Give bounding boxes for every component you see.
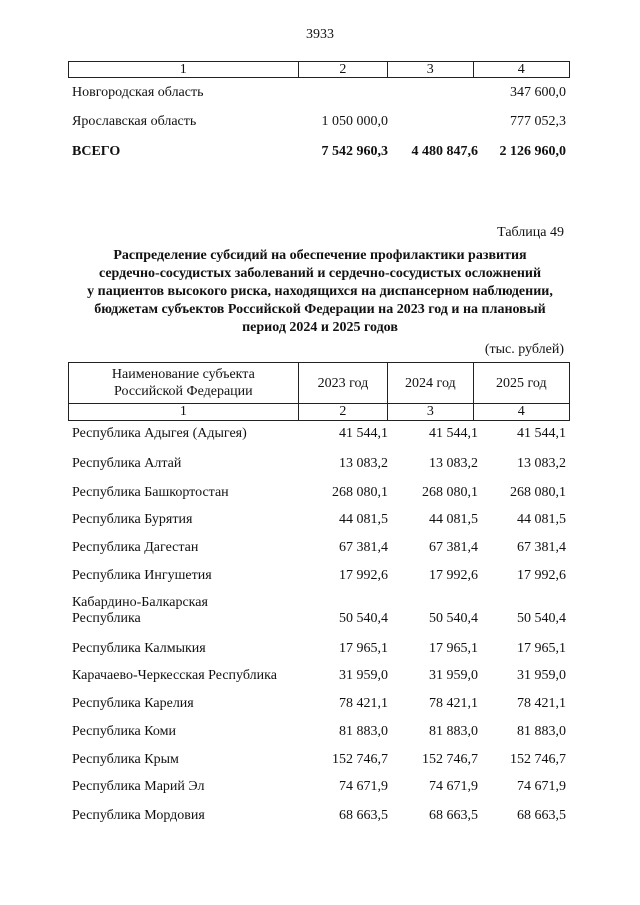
table-row bbox=[68, 456, 570, 474]
header-region-line1: Наименование субъекта bbox=[111, 367, 255, 382]
value-2024: 31 959,0 bbox=[429, 668, 478, 683]
value-2024: 17 992,6 bbox=[429, 568, 478, 583]
value-2024: 50 540,4 bbox=[429, 611, 478, 626]
value-2023: 44 081,5 bbox=[339, 512, 388, 527]
header-2025: 2025 год bbox=[473, 363, 569, 404]
table-row bbox=[68, 808, 570, 826]
title-line: бюджетам субъектов Российской Федерации на 2023 год и на плановый bbox=[94, 302, 546, 317]
header-region-line2: Российской Федерации bbox=[114, 384, 253, 399]
table-row bbox=[68, 512, 570, 530]
value-2023: 67 381,4 bbox=[339, 540, 388, 555]
value-2023: 41 544,1 bbox=[339, 426, 388, 441]
total-row bbox=[68, 144, 570, 162]
value-2025: 68 663,5 bbox=[517, 808, 566, 823]
title-line: сердечно-сосудистых заболеваний и сердечно-сосудистых осложнений bbox=[98, 266, 542, 281]
region-name: Республика Алтай bbox=[72, 456, 182, 471]
value-2024: 17 965,1 bbox=[429, 641, 478, 656]
table-row bbox=[68, 540, 570, 558]
value-2023: 17 992,6 bbox=[339, 568, 388, 583]
table-row bbox=[68, 426, 570, 444]
value-2023: 50 540,4 bbox=[339, 611, 388, 626]
value-2025: 17 992,6 bbox=[517, 568, 566, 583]
table-row bbox=[68, 641, 570, 659]
header-2024: 2024 год bbox=[388, 363, 473, 404]
col-num-2: 2 bbox=[298, 404, 387, 421]
col-num-1: 1 bbox=[69, 404, 299, 421]
value-2025: 78 421,1 bbox=[517, 696, 566, 711]
region-name: Новгородская область bbox=[72, 85, 204, 100]
table-row bbox=[68, 752, 570, 770]
title-line: период 2024 и 2025 годов bbox=[242, 320, 398, 335]
value-2024: 78 421,1 bbox=[429, 696, 478, 711]
value-2023: 81 883,0 bbox=[339, 724, 388, 739]
value-2023: 68 663,5 bbox=[339, 808, 388, 823]
region-name: Республика Башкортостан bbox=[72, 485, 229, 500]
value-2025: 67 381,4 bbox=[517, 540, 566, 555]
total-label: ВСЕГО bbox=[72, 144, 121, 159]
value-2024: 268 080,1 bbox=[422, 485, 478, 500]
region-name: Республика Карелия bbox=[72, 696, 194, 711]
value-2024: 44 081,5 bbox=[429, 512, 478, 527]
value-2025: 13 083,2 bbox=[517, 456, 566, 471]
region-name: Республика Мордовия bbox=[72, 808, 205, 823]
region-name: Республика Бурятия bbox=[72, 512, 193, 527]
region-name: Республика Марий Эл bbox=[72, 779, 205, 794]
value-2023: 13 083,2 bbox=[339, 456, 388, 471]
value-2025: 74 671,9 bbox=[517, 779, 566, 794]
value-2023: 152 746,7 bbox=[332, 752, 388, 767]
table-title bbox=[60, 247, 580, 337]
region-name: Республика Калмыкия bbox=[72, 641, 206, 656]
top-table-header bbox=[68, 61, 570, 78]
col-num-3: 3 bbox=[388, 62, 474, 78]
main-table-header bbox=[68, 362, 570, 421]
table-row bbox=[68, 779, 570, 797]
table-row bbox=[68, 485, 570, 503]
table-row bbox=[68, 724, 570, 742]
units-label: (тыс. рублей) bbox=[484, 342, 564, 357]
value-2024: 68 663,5 bbox=[429, 808, 478, 823]
region-name: Республика Адыгея (Адыгея) bbox=[72, 426, 247, 441]
region-name: Республика Крым bbox=[72, 752, 179, 767]
value-2024: 74 671,9 bbox=[429, 779, 478, 794]
value-2025: 347 600,0 bbox=[510, 85, 566, 100]
col-num-2: 2 bbox=[298, 62, 387, 78]
value-2025: 50 540,4 bbox=[517, 611, 566, 626]
value-2023: 268 080,1 bbox=[332, 485, 388, 500]
value-2025: 777 052,3 bbox=[510, 114, 566, 129]
value-2024: 41 544,1 bbox=[429, 426, 478, 441]
region-name-line2: Республика bbox=[72, 611, 141, 626]
value-2025: 44 081,5 bbox=[517, 512, 566, 527]
value-2025: 31 959,0 bbox=[517, 668, 566, 683]
value-2023: 1 050 000,0 bbox=[321, 114, 388, 129]
title-line: у пациентов высокого риска, находящихся на диспансерном наблюдении, bbox=[87, 284, 553, 299]
value-2025: 81 883,0 bbox=[517, 724, 566, 739]
col-num-4: 4 bbox=[473, 62, 569, 78]
value-2024: 152 746,7 bbox=[422, 752, 478, 767]
table-row bbox=[68, 114, 570, 132]
region-name: Республика Ингушетия bbox=[72, 568, 212, 583]
value-2024: 13 083,2 bbox=[429, 456, 478, 471]
region-name: Ярославская область bbox=[72, 114, 197, 129]
region-name: Республика Дагестан bbox=[72, 540, 199, 555]
value-2024: 67 381,4 bbox=[429, 540, 478, 555]
header-2023: 2023 год bbox=[298, 363, 387, 404]
table-label: Таблица 49 bbox=[497, 225, 564, 240]
col-num-3: 3 bbox=[388, 404, 473, 421]
value-2024: 81 883,0 bbox=[429, 724, 478, 739]
value-2023: 74 671,9 bbox=[339, 779, 388, 794]
value-2025: 268 080,1 bbox=[510, 485, 566, 500]
header-region bbox=[69, 363, 299, 404]
region-name: Республика Коми bbox=[72, 724, 176, 739]
title-line: Распределение субсидий на обеспечение профилактики развития bbox=[113, 248, 527, 263]
col-num-4: 4 bbox=[473, 404, 569, 421]
total-2023: 7 542 960,3 bbox=[321, 144, 388, 159]
table-row bbox=[68, 85, 570, 103]
page-number: 3933 bbox=[306, 27, 334, 42]
col-num-1: 1 bbox=[69, 62, 299, 78]
table-row bbox=[68, 594, 570, 626]
region-name: Карачаево-Черкесская Республика bbox=[72, 668, 277, 683]
region-name: Кабардино-Балкарская bbox=[72, 595, 208, 610]
total-2024: 4 480 847,6 bbox=[411, 144, 478, 159]
value-2023: 17 965,1 bbox=[339, 641, 388, 656]
value-2025: 152 746,7 bbox=[510, 752, 566, 767]
table-row bbox=[68, 568, 570, 586]
value-2025: 17 965,1 bbox=[517, 641, 566, 656]
table-row bbox=[68, 696, 570, 714]
value-2025: 41 544,1 bbox=[517, 426, 566, 441]
value-2023: 31 959,0 bbox=[339, 668, 388, 683]
value-2023: 78 421,1 bbox=[339, 696, 388, 711]
total-2025: 2 126 960,0 bbox=[499, 144, 566, 159]
table-row bbox=[68, 668, 570, 686]
